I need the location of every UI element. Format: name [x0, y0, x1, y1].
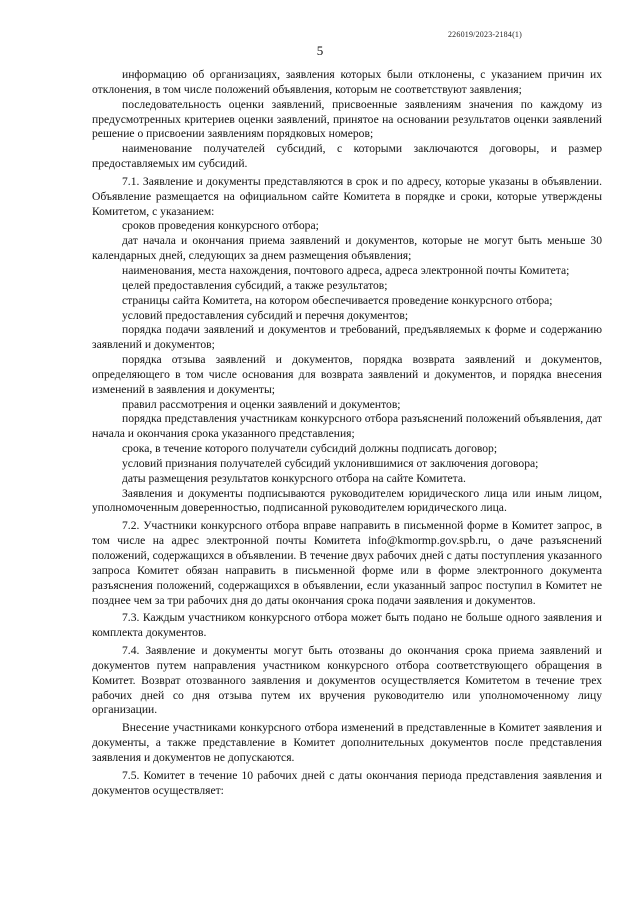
paragraph: сроков проведения конкурсного отбора; [122, 219, 319, 233]
paragraph: наименование получателей субсидий, с которыми заключаются договоры, и размер предоставляемых им субсидий. [92, 142, 602, 171]
paragraph: целей предоставления субсидий, а также результатов; [122, 278, 388, 292]
paragraph: наименования, места нахождения, почтового адреса, адреса электронной почты Комитета; [122, 263, 570, 277]
document-registration-number: 226019/2023-2184(1) [447, 30, 522, 39]
paragraph: 7.5. Комитет в течение 10 рабочих дней с даты окончания периода представления заявления и документов осуществляет: [92, 768, 602, 797]
document-body [92, 68, 602, 799]
paragraph: 7.4. Заявление и документы могут быть отозваны до окончания срока приема заявлений и документов путем направления участником конкурсного отбора соответствующего обращения в Комитет. Возврат отозванного заявления и документов осуществляется Комитетом в течение трех рабочих дней со дня отзыва путем их вручения руководителю или уполномоченному лицу организации. [92, 644, 602, 717]
paragraph: информацию об организациях, заявления которых были отклонены, с указанием причин их отклонения, в том числе положений объявления, которым не соответствуют заявления; [92, 68, 602, 96]
paragraph: Внесение участниками конкурсного отбора изменений в представленные в Комитет заявления и документы, а также представление в Комитет дополнительных документов после представления заявления и документов не допускаются. [92, 721, 602, 764]
paragraph: 7.1. Заявление и документы представляются в срок и по адресу, которые указаны в объявлении. Объявление размещается на официальном сайте Комитета в порядке и сроки, которые утверждены Комитетом, с указанием: [92, 174, 602, 218]
paragraph: порядка представления участникам конкурсного отбора разъяснений положений объявления, дат начала и окончания срока указанного представления; [92, 412, 602, 441]
paragraph: условий признания получателей субсидий уклонившимися от заключения договора; [122, 456, 539, 470]
paragraph: 7.3. Каждым участником конкурсного отбора может быть подано не больше одного заявления и комплекта документов. [92, 611, 602, 640]
paragraph: дат начала и окончания приема заявлений и документов, которые не могут быть меньше 30 календарных дней, следующих за днем размещения объявления; [92, 234, 602, 263]
paragraph: порядка отзыва заявлений и документов, порядка возврата заявлений и документов, определяющего в том числе основания для возврата заявлений и документов, и порядка внесения изменений в заявления и документы; [92, 353, 602, 396]
page-number: 5 [316, 43, 324, 58]
paragraph: правил рассмотрения и оценки заявлений и документов; [122, 397, 401, 411]
paragraph: даты размещения результатов конкурсного отбора на сайте Комитета. [122, 471, 466, 485]
paragraph: порядка подачи заявлений и документов и требований, предъявляемых к форме и содержанию заявлений и документов; [92, 323, 602, 352]
paragraph: последовательность оценки заявлений, присвоенные заявлениям значения по каждому из предусмотренных критериев оценки заявлений, принятое на основании результатов оценки заявлений решение о присвоении заявлениям порядковых номеров; [92, 97, 602, 141]
paragraph: Заявления и документы подписываются руководителем юридического лица или иным лицом, уполномоченным доверенностью, подписанной руководителем юридического лица. [92, 486, 602, 515]
paragraph: условий предоставления субсидий и перечня документов; [122, 308, 409, 322]
paragraph: 7.2. Участники конкурсного отбора вправе направить в письменной форме в Комитет запрос, в том числе на адрес электронной почты Комитета info@kmormp.gov.spb.ru, о даче разъяснений положений, содержащихся в объявлении. В течение двух рабочих дней с даты поступления указанного запроса Комитет обязан направить в письменной форме или в форме электронного документа разъяснения положений, содержащихся в объявлении, если указанный запрос поступил в Комитет не позднее чем за три рабочих дня до даты окончания срока подачи заявления и документов. [92, 519, 602, 607]
paragraph: срока, в течение которого получатели субсидий должны подписать договор; [122, 442, 498, 456]
paragraph: страницы сайта Комитета, на котором обеспечивается проведение конкурсного отбора; [122, 293, 553, 307]
